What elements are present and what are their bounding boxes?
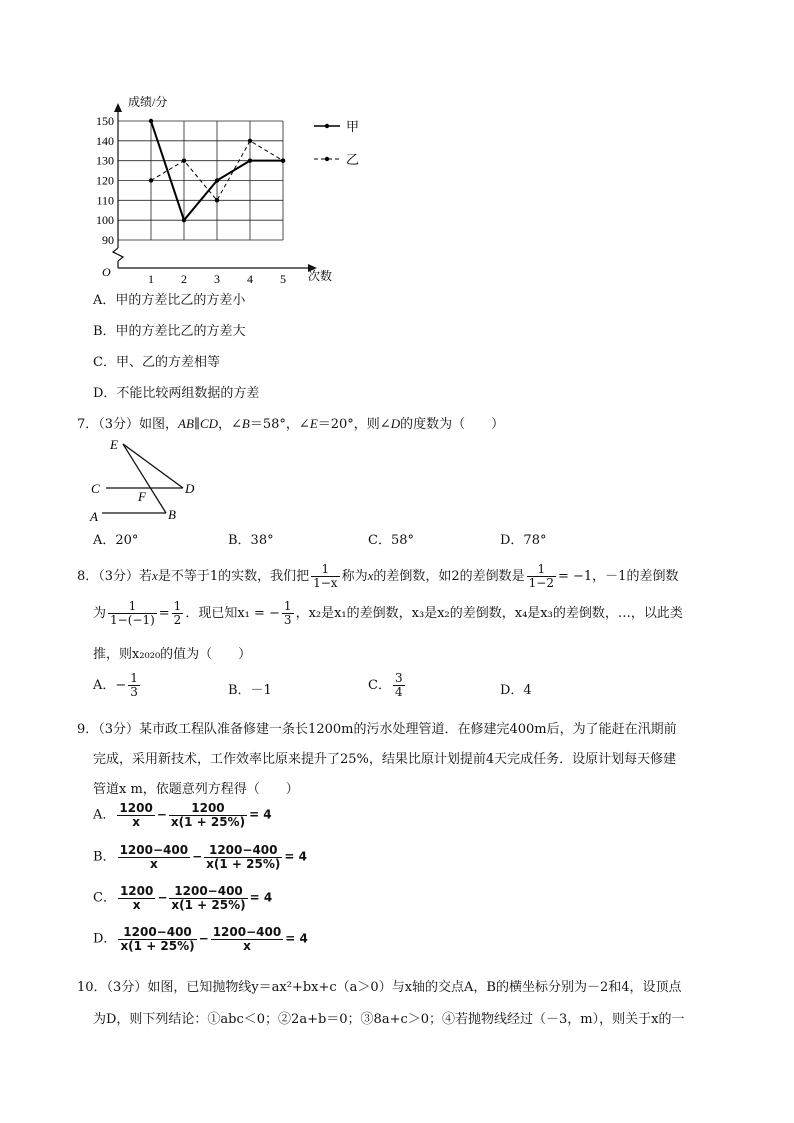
q9-option-b: B． $\frac{1200-400}{x}$ − $\frac{1200-400}{x(1 + 25\%)}$ = 4 bbox=[93, 843, 307, 871]
y-tick-label: 130 bbox=[96, 153, 114, 168]
legend-label: 乙 bbox=[346, 152, 360, 167]
y-tick-label: 90 bbox=[102, 233, 114, 247]
q7-parallel: ∥ bbox=[193, 417, 200, 432]
q6-option-b: B．甲的方差比乙的方差大 bbox=[93, 324, 246, 339]
q7-option-b: B．38° bbox=[228, 533, 274, 548]
q7-option-d: D．78° bbox=[500, 533, 547, 548]
q10-line-2: 为D，则下列结论：①abc＜0；②2a+b＝0；③8a+c＞0；④若抛物线经过（－3，m），则关于x的一 bbox=[93, 1012, 685, 1027]
q7-angle-b-label: ，∠ bbox=[218, 417, 242, 432]
q8-line-3: 推，则x₂₀₂₀的值为（ ） bbox=[93, 647, 252, 662]
chart-legend bbox=[314, 119, 359, 167]
q8-x-2: x bbox=[367, 568, 374, 583]
q7-d: D bbox=[390, 416, 401, 431]
q8-eq: = bbox=[158, 606, 170, 621]
x-axis-label: 次数 bbox=[308, 269, 333, 283]
y-tick-label: 120 bbox=[96, 173, 114, 188]
origin-label: O bbox=[102, 265, 111, 279]
q8-line-2 bbox=[93, 600, 683, 628]
y-tick-label: 110 bbox=[96, 193, 114, 208]
q9-option-a: A． $\frac{1200}{x}$ − $\frac{1200}{x(1 + 25\%)}$ = 4 bbox=[93, 801, 272, 829]
data-point bbox=[215, 198, 219, 202]
label-b: B bbox=[168, 507, 176, 522]
q7-option-c: C．58° bbox=[368, 533, 414, 548]
q8-x1-def: x₁ = − bbox=[237, 606, 280, 621]
y-tick-label: 150 bbox=[96, 114, 114, 128]
q7-ab: AB bbox=[178, 416, 194, 431]
data-point bbox=[182, 158, 186, 162]
label-d: D bbox=[185, 481, 195, 496]
q7-angle-e-value: ＝20°，则∠ bbox=[317, 417, 391, 432]
x-tick-label: 3 bbox=[214, 272, 220, 285]
q8-option-d: D．4 bbox=[500, 683, 532, 698]
q8-text-7: ，x₂是x₁的差倒数，x₃是x₂的差倒数，x₄是x₃的差倒数，…，以此类 bbox=[295, 606, 683, 621]
data-point bbox=[149, 178, 153, 182]
q8-x: x bbox=[152, 568, 158, 583]
q6-option-c: C．甲、乙的方差相等 bbox=[93, 355, 220, 370]
q7-number: 7．（3分）如图， bbox=[77, 417, 179, 432]
q9-line-1: 9．（3分）某市政工程队准备修建一条长1200m的污水处理管道．在修建完400m后，为了能赶在汛期前 bbox=[77, 722, 677, 737]
label-e: E bbox=[110, 437, 118, 452]
x-tick-label: 5 bbox=[280, 272, 286, 285]
q8-line-1 bbox=[77, 562, 678, 591]
legend-marker bbox=[325, 157, 329, 161]
q8-prefix: 8．（3分）若 bbox=[77, 569, 153, 584]
x-tick-label: 2 bbox=[181, 272, 187, 285]
q8-option-a: A．− $\frac{1}{3}$ bbox=[93, 671, 138, 699]
data-point bbox=[281, 158, 285, 162]
q8-text-5: 为 bbox=[93, 606, 107, 621]
legend-label: 甲 bbox=[346, 119, 360, 134]
q7-stem bbox=[77, 413, 504, 432]
q8-option-c: C． $\frac{3}{4}$ bbox=[368, 671, 403, 699]
q7-b: B bbox=[241, 416, 250, 431]
q8-fraction-3: $\frac{1}{1-(-1)}$ bbox=[110, 599, 155, 627]
score-line-chart bbox=[90, 90, 380, 285]
data-point bbox=[248, 158, 252, 162]
q8-text-1: 是不等于1的实数，我们把 bbox=[157, 569, 310, 584]
q8-fraction-2: $\frac{1}{1-2}$ bbox=[528, 562, 554, 590]
x-tick-label: 1 bbox=[148, 272, 154, 285]
q7-cd: CD bbox=[199, 416, 219, 431]
q9-line-2: 完成，采用新技术，工作效率比原来提升了25%，结果比原计划提前4天完成任务．设原计划每天修建 bbox=[93, 752, 677, 767]
label-a: A bbox=[90, 509, 98, 524]
q8-fraction-4: $\frac{1}{2}$ bbox=[173, 599, 182, 627]
q8-fraction-1: $\frac{1}{1-x}$ bbox=[313, 562, 338, 590]
y-axis-label: 成绩/分 bbox=[128, 95, 168, 109]
q8-option-b: B．－1 bbox=[228, 683, 272, 698]
chart-axes bbox=[113, 103, 317, 272]
q8-text-2: 称为 bbox=[341, 569, 368, 584]
legend-marker bbox=[325, 124, 329, 128]
q7-question: 的度数为（ ） bbox=[400, 417, 505, 432]
y-axis-arrow bbox=[114, 103, 122, 112]
data-point bbox=[248, 139, 252, 143]
q8-text-4: = −1，－1的差倒数 bbox=[557, 569, 679, 584]
chart-ticks bbox=[96, 94, 332, 285]
q6-option-a: A．甲的方差比乙的方差小 bbox=[93, 293, 246, 308]
q8-text-6: ．现已知 bbox=[185, 606, 238, 621]
q7-geometry-figure bbox=[88, 434, 218, 526]
line-ed bbox=[123, 444, 183, 488]
y-tick-label: 100 bbox=[96, 213, 114, 228]
q7-e: E bbox=[309, 416, 318, 431]
q9-option-c: C． $\frac{1200}{x}$ − $\frac{1200-400}{x(1 + 25\%)}$ = 4 bbox=[93, 884, 273, 912]
q9-line-3: 管道x m，依题意列方程得（ ） bbox=[93, 782, 299, 797]
q7-option-a: A．20° bbox=[93, 533, 139, 548]
data-point bbox=[182, 218, 186, 222]
q8-text-3: 的差倒数，如2的差倒数是 bbox=[373, 569, 525, 584]
x-tick-label: 4 bbox=[247, 272, 253, 285]
data-point bbox=[149, 119, 153, 123]
q9-option-d: D． $\frac{1200-400}{x(1 + 25\%)}$ − $\frac{1200-400}{x}$ = 4 bbox=[93, 925, 308, 953]
q7-angle-b-value: ＝58°，∠ bbox=[249, 417, 310, 432]
label-f: F bbox=[138, 489, 146, 504]
y-tick-label: 140 bbox=[96, 133, 114, 148]
label-c: C bbox=[91, 481, 100, 496]
q8-fraction-5: $\frac{1}{3}$ bbox=[283, 599, 292, 627]
q6-option-d: D．不能比较两组数据的方差 bbox=[93, 386, 260, 401]
q10-line-1: 10．（3分）如图，已知抛物线y＝ax²+bx+c（a＞0）与x轴的交点A，B的横坐标分别为－2和4，设顶点 bbox=[77, 980, 682, 995]
data-point bbox=[215, 178, 219, 182]
